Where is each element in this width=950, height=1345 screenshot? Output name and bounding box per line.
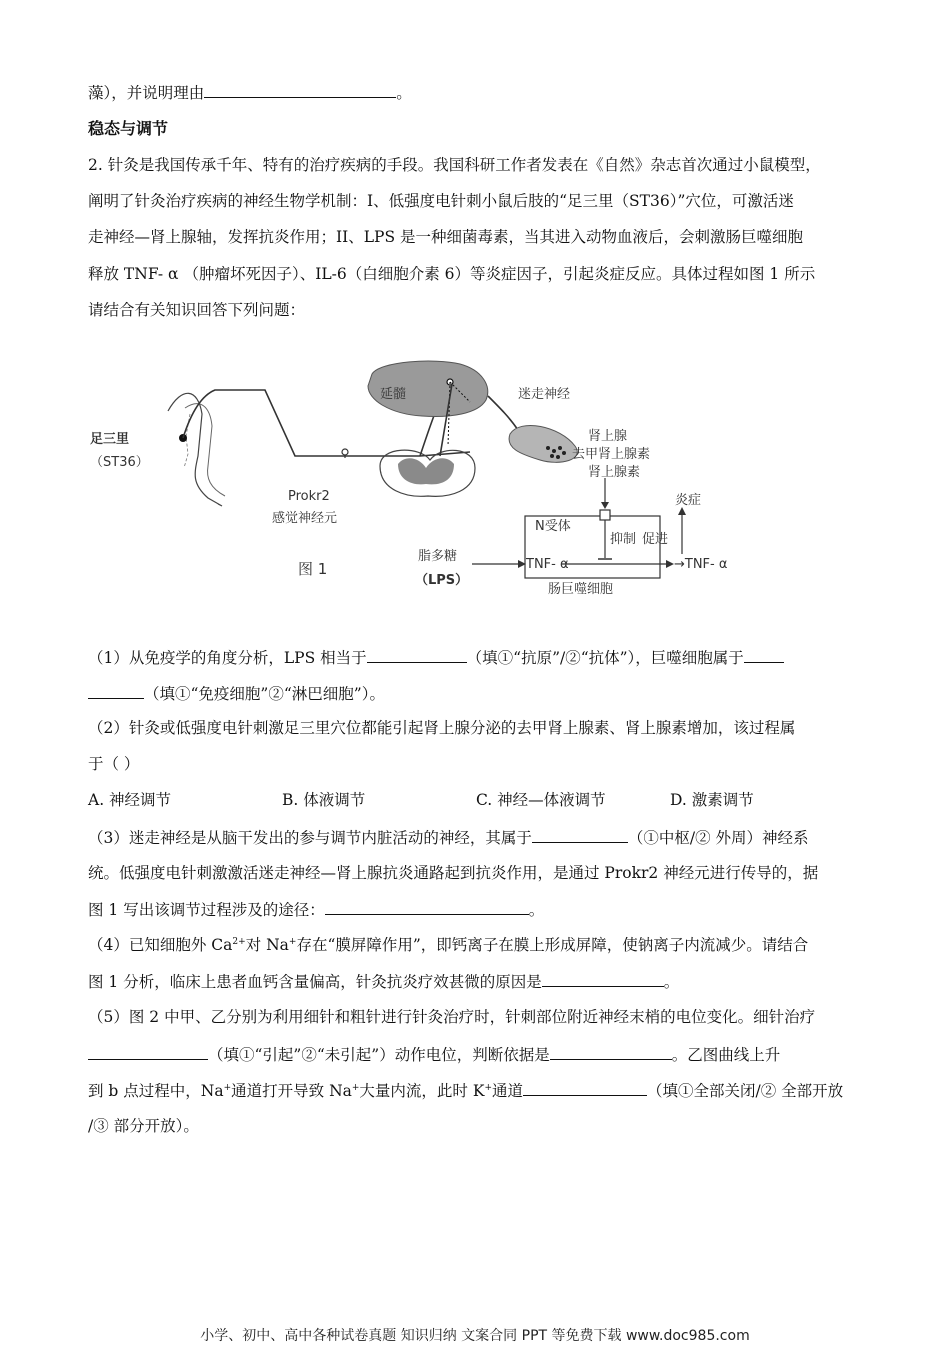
answer-blank[interactable] [325,899,529,915]
sub5-text-g: （填①全部关闭/② 全部开放 [647,1082,844,1100]
figure-1-diagram [90,356,730,606]
sub1-text-c: （填①“免疫细胞”②“淋巴细胞”）。 [144,685,385,703]
intro-end: 。 [396,84,412,102]
na-superscript: + [223,1082,232,1093]
label-st36: （ST36） [90,455,149,470]
answer-blank[interactable] [88,683,144,699]
label-prokr2: Prokr2 [288,489,330,504]
label-tnf-out: →TNF- α [674,557,728,572]
sub5-text-e: 大量内流，此时 K [359,1082,485,1100]
q2-line-2: 阐明了针灸治疗疾病的神经生物学机制：I、低强度电针刺小鼠后肢的“足三里（ST36）”穴位，可激活迷 [88,192,794,210]
label-promote: 促进 [642,532,669,547]
na-superscript: + [351,1082,360,1093]
answer-blank[interactable] [88,1044,208,1060]
sub4-text-a: （4）已知细胞外 Ca [88,936,233,954]
figure-caption: 图 1 [298,560,328,578]
sub3-text-c: 图 1 写出该调节过程涉及的途径： [88,901,325,919]
q2-line-1: 2. 针灸是我国传承千年、特有的治疗疾病的手段。我国科研工作者发表在《自然》杂志首次通过小鼠模型， [88,156,821,174]
label-vagus-nerve: 迷走神经 [518,387,571,402]
answer-blank[interactable] [744,647,784,663]
sub5-text-b: 。乙图曲线上升 [671,1046,781,1064]
sub3-line-1 [88,827,809,848]
page-footer: 小学、初中、高中各种试卷真题 知识归纳 文案合同 PPT 等免费下载 www.doc985.com [200,1328,750,1344]
na-superscript: + [288,936,297,947]
section-title: 稳态与调节 [88,119,169,138]
k-superscript: + [484,1082,492,1093]
sub1-line-2 [88,683,385,704]
answer-blank[interactable] [367,647,467,663]
label-norepinephrine: 去甲肾上腺素 [572,447,651,462]
sub5-text-a: （填①“引起”②“未引起”）动作电位，判断依据是 [208,1046,550,1064]
q2-line-5: 请结合有关知识回答下列问题： [88,301,306,319]
label-n-receptor: N受体 [535,519,571,534]
answer-blank[interactable] [542,971,664,987]
option-b[interactable]: B. 体液调节 [282,791,366,809]
sub1-text-b: （填①“抗原”/②“抗体”），巨噬细胞属于 [466,649,744,667]
sub4-text-e: 。 [663,973,680,991]
sub4-line-1 [88,935,808,955]
sub1-line-1 [88,647,784,668]
sub5-text-f: 通道 [491,1082,523,1100]
label-epinephrine: 肾上腺素 [588,465,641,480]
adrenal-gland [509,425,577,462]
intro-text: 藻），并说明理由 [88,84,205,102]
answer-blank[interactable] [532,827,628,843]
option-d[interactable]: D. 激素调节 [670,791,754,809]
sub3-line-3 [88,899,544,920]
vagus-nerve-fiber [488,396,518,430]
intro-line [88,82,412,103]
sub2-line-1: （2）针灸或低强度电针刺激足三里穴位都能引起肾上腺分泌的去甲肾上腺素、肾上腺素增加，该过程属 [88,719,796,737]
sub5-line-1: （5）图 2 中甲、乙分别为利用细针和粗针进行针灸治疗时，针刺部位附近神经末梢的电位变化。细针治疗 [88,1008,816,1026]
sub4-text-c: 存在“膜屏障作用”，即钙离子在膜上形成屏障，使钠离子内流减少。请结合 [296,936,809,954]
sub3-text-a: （3）迷走神经是从脑干发出的参与调节内脏活动的神经，其属于 [88,829,532,847]
label-medulla: 延髓 [380,387,407,402]
option-a[interactable]: A. 神经调节 [88,791,172,809]
label-inhibit: 抑制 [610,532,637,547]
sub4-text-b: 对 Na [245,936,289,954]
label-sensory-neuron: 感觉神经元 [272,511,338,526]
sub1-text-a: （1）从免疫学的角度分析，LPS 相当于 [88,649,367,667]
sub5-line-2 [88,1044,780,1065]
sub3-text-d: 。 [528,901,545,919]
label-zusanli: 足三里 [90,432,130,447]
label-lps-name: 脂多糖 [418,549,458,564]
sub2-line-2: 于（ ） [88,755,140,773]
neuron-cell-body [342,449,348,455]
spinal-cord-grey-matter [398,458,454,484]
sub5-line-3 [88,1080,843,1101]
label-macrophage: 肠巨噬细胞 [548,582,614,597]
answer-blank[interactable] [523,1080,647,1096]
n-receptor-site [600,510,610,520]
sub4-line-2 [88,971,679,992]
q2-line-3: 走神经—肾上腺轴，发挥抗炎作用；II、LPS 是一种细菌毒素，当其进入动物血液后，会刺激肠巨噬细胞 [88,228,804,246]
sub5-text-c: 到 b 点过程中，Na [88,1082,224,1100]
answer-blank[interactable] [550,1044,672,1060]
ca-superscript: 2+ [232,936,246,947]
option-c[interactable]: C. 神经—体液调节 [476,791,606,809]
label-adrenal: 肾上腺 [588,429,628,444]
label-inflammation: 炎症 [675,493,702,508]
label-lps: （LPS） [415,573,469,588]
sub5-line-4: /③ 部分开放）。 [88,1117,199,1135]
answer-blank[interactable] [204,82,396,98]
label-tnf-in: TNF- α [526,557,569,572]
sub4-text-d: 图 1 分析，临床上患者血钙含量偏高，针灸抗炎疗效甚微的原因是 [88,973,542,991]
sub3-text-b: （①中枢/② 外周）神经系 [627,829,809,847]
sub5-text-d: 通道打开导致 Na [231,1082,352,1100]
sub3-line-2: 统。低强度电针刺激激活迷走神经—肾上腺抗炎通路起到抗炎作用，是通过 Prokr2 神经元进行传导的，据 [88,864,819,882]
q2-line-4: 释放 TNF- α （肿瘤坏死因子）、IL-6（白细胞介素 6）等炎症因子，引起炎症反应。具体过程如图 1 所示 [88,265,816,283]
